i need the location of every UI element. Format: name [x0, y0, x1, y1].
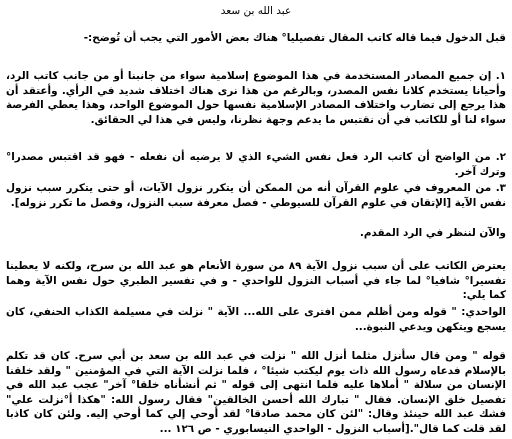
wahidi-quote-paragraph: الواحدي: " قوله ومن أظلم ممن افترى على الله... الآية " نزلت في مسيلمة الكذاب الحنفي، كان يسجع ويتكهن ويدعي النبوة... [6, 306, 506, 333]
page-title: عبد الله بن سعد [220, 5, 292, 17]
point-three-paragraph: ٣. من المعروف في علوم القرآن أنه من الممكن أن يتكرر نزول الآيات، أو حتى يتكرر سبب نزول نفس الآية [الإتقان في علوم القرآن للسيوطي - فصل معرفة سبب النزول، وفصل ما تكرر نزوله]. [6, 182, 506, 209]
objection-paragraph: يعترض الكاتب على أن سبب نزول الآية ٨٩ من سورة الأنعام هو عبد الله بن سرح، ولكنه لا يعطينا تفسيرا° شافيا° لما جاء في أسباب النزول للواحدي - و في تفسير الطبري حول نفس الآية وهما كما يلي: [6, 260, 506, 302]
intro-paragraph: قبل الدخول فيما قاله كاتب المقال تفصيليا° هناك بعض الأمور التي يجب أن تُوضح:- [83, 32, 506, 44]
point-one-paragraph: ١. إن جميع المصادر المستخدمة في هذا الموضوع إسلامية سواء من جانبنا أو من جانب كاتب الرد، وأحيانا يستخدم كلانا نفس المصدر، وبالرغم من هذا نرى هناك اختلاف شديد في الرأي. وأعتقد أن هذا يرجع إلى تضارب واختلاف المصادر الإسلامية نفسها حول الموضوع الواحد، وهذا يعطي الفرصة سواء لنا أو للكاتب في أن نقتبس ما يدعم وجهة نظرنا، وليس في هذا لي الحقائق. [6, 70, 506, 126]
point-two-paragraph: ٢. من الواضح أن كاتب الرد فعل نفس الشيء الذي لا يرضيه أن نفعله - فهو قد اقتبس مصدرا° وترك آخر. [6, 151, 506, 178]
verse-explanation-paragraph: قوله " ومن قال سأنزل مثلما أنزل الله " نزلت في عبد الله بن سعد بن أبي سرح. كان قد تكلم بالإسلام فدعاه رسول الله ذات يوم ليكتب شيئا° ، فلما نزلت الآية التي في المؤمنين " ولقد خلقنا الإنسان من سلالة " أملاها عليه فلما انتهى إلى قوله " ثم أنشأناه خلقا° آخر" عجب عبد الله في تفصيل خلق الإنسان. فقال " تبارك الله أحسن الخالقين" فقال رسول الله: "هكذا أ°نزلت علي" فشك عبد الله حينئذ وقال: "لئن كان محمد صادقا° لقد أوحي إلي كما أوحي إليه. ولئن كان كاذبا لقد قلت كما قال".[أسباب النزول - الواحدي النيسابوري - ص ١٢٦ ... [6, 350, 506, 435]
transition-paragraph: والآن لننظر في الرد المقدم. [359, 227, 506, 239]
